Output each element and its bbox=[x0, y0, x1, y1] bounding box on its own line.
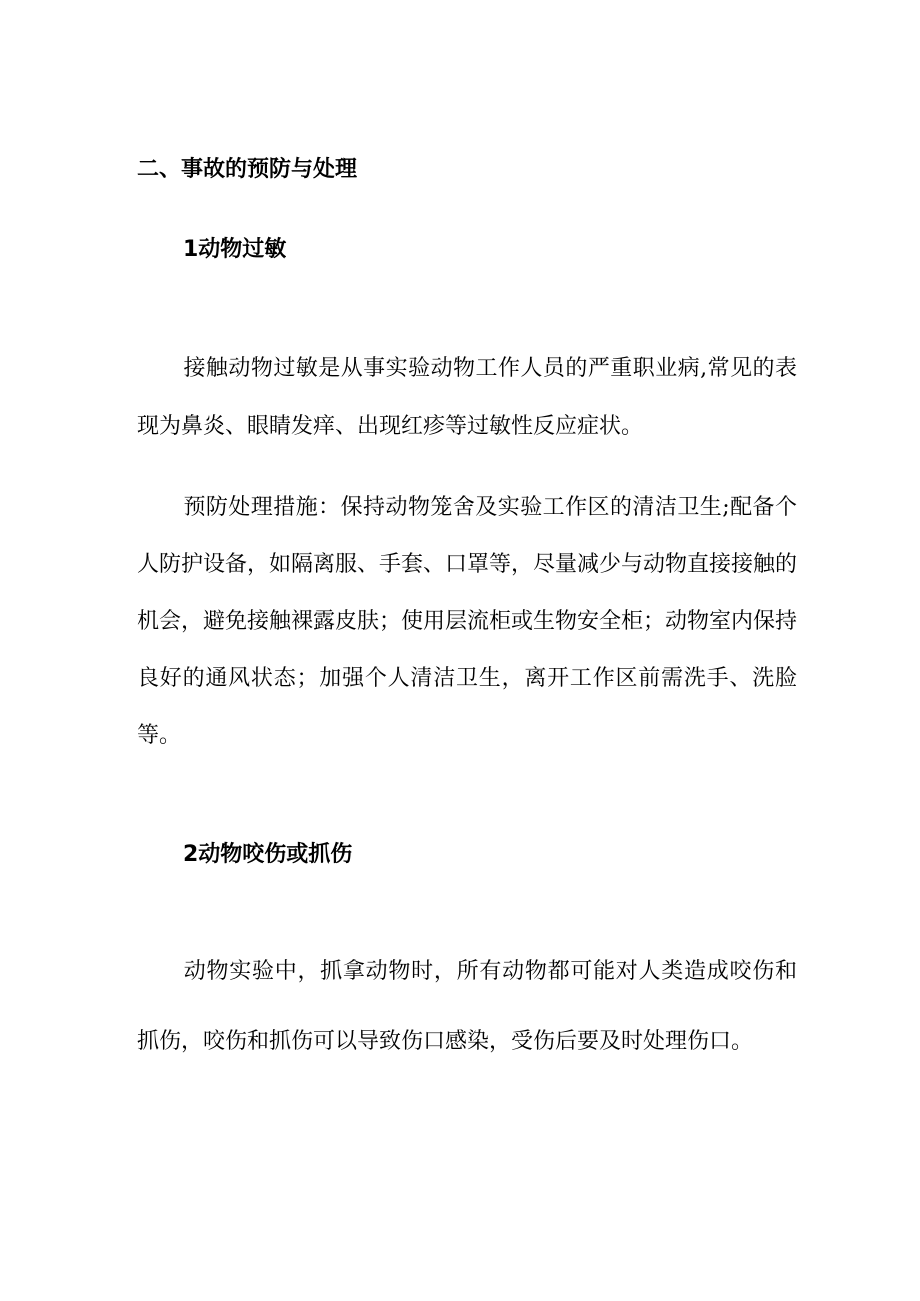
paragraph-allergy-description bbox=[137, 340, 797, 456]
section-title: 二、事故的预防与处理 bbox=[137, 157, 358, 182]
paragraph-text: 预防处理措施：保持动物笼舍及实验工作区的清洁卫生;配备个人防护设备，如隔离服、手套、口罩等，尽量减少与动物直接接触的机会，避免接触裸露皮肤；使用层流柜或生物安全柜；动物室内保持良好的通风状态；加强个人清洁卫生，离开工作区前需洗手、洗脸等。 bbox=[137, 495, 798, 748]
paragraph-allergy-prevention bbox=[137, 479, 797, 764]
subsection-heading-bites: 2动物咬伤或抓伤 bbox=[183, 842, 353, 867]
paragraph-text: 接触动物过敏是从事实验动物工作人员的严重职业病,常见的表现为鼻炎、眼睛发痒、出现红疹等过敏性反应症状。 bbox=[137, 356, 797, 439]
paragraph-bites-description bbox=[137, 937, 797, 1077]
subsection-heading-allergy: 1动物过敏 bbox=[183, 237, 287, 262]
paragraph-text: 动物实验中，抓拿动物时，所有动物都可能对人类造成咬伤和抓伤，咬伤和抓伤可以导致伤口感染，受伤后要及时处理伤口。 bbox=[137, 959, 797, 1054]
